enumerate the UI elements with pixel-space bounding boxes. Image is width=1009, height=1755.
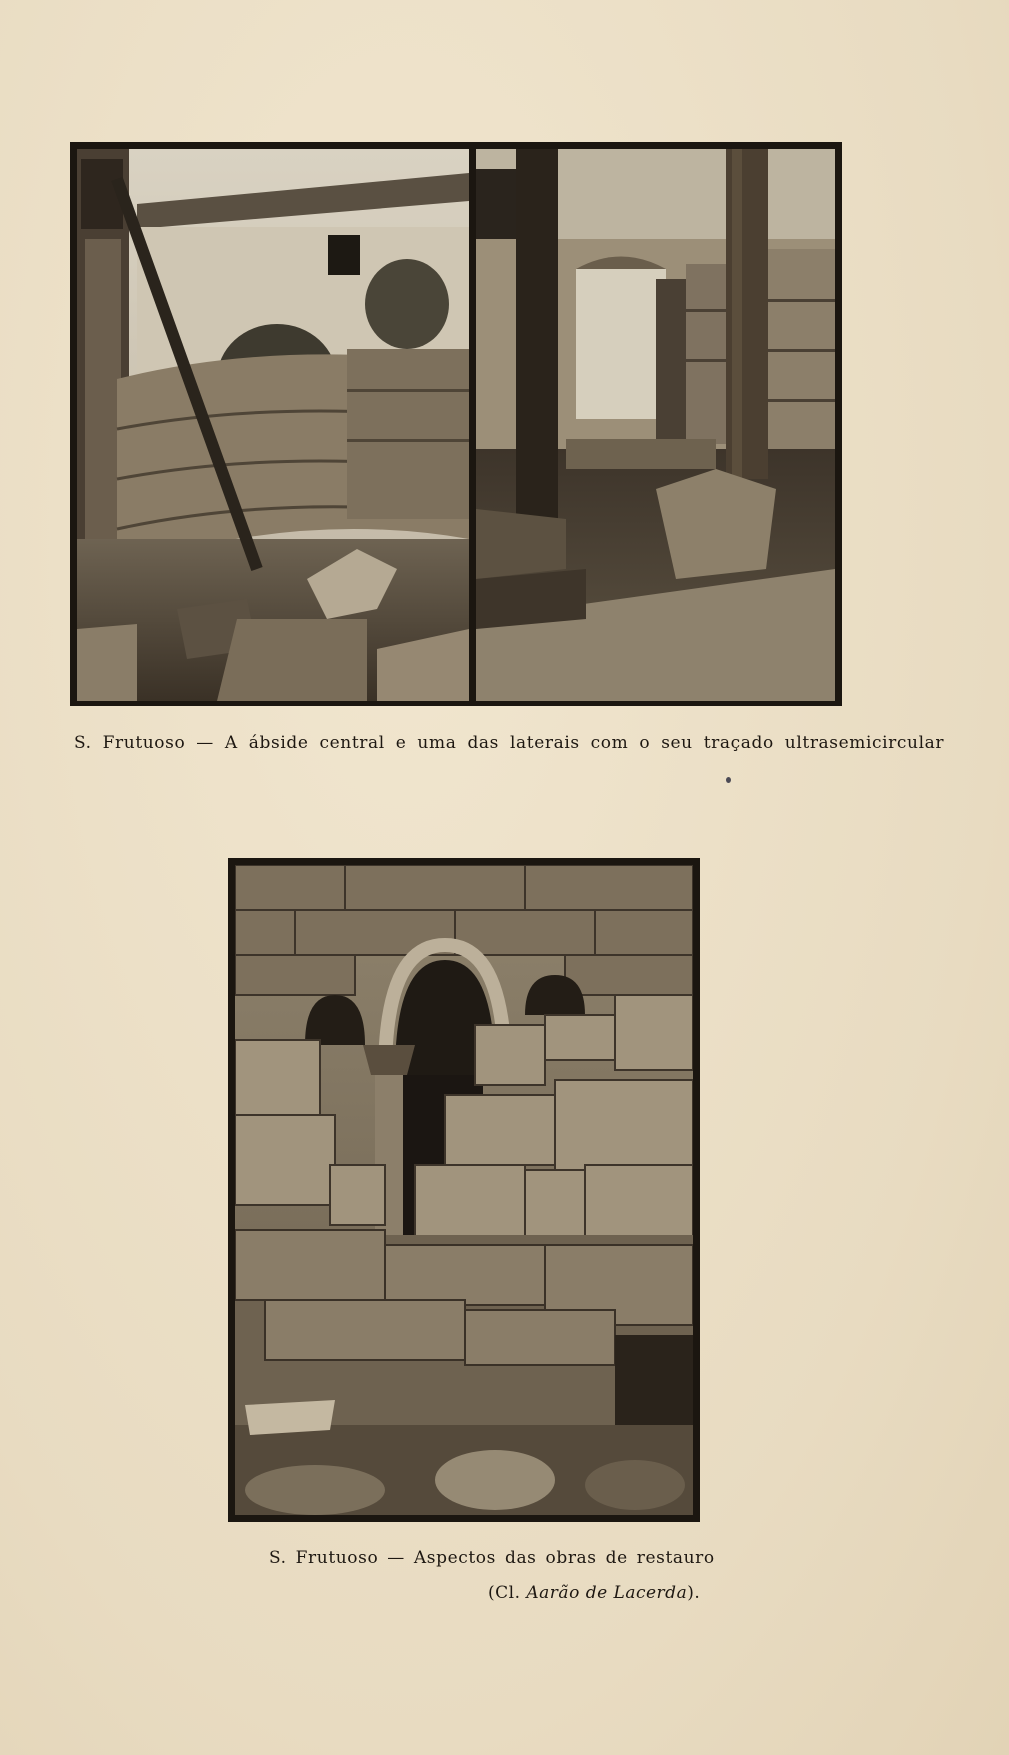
photo-restoration-works bbox=[235, 865, 693, 1515]
photo-credit bbox=[488, 1583, 700, 1603]
figure-1-caption: S. Frutuoso — A ábside central e uma das laterais com o seu traçado ultrasemicircular bbox=[74, 733, 945, 753]
figure-2-caption: S. Frutuoso — Aspectos das obras de restauro bbox=[269, 1548, 715, 1568]
credit-suffix: ). bbox=[687, 1583, 701, 1603]
photo-apse-lateral bbox=[476, 149, 835, 701]
ink-speck bbox=[726, 777, 731, 783]
top-photo-frame bbox=[70, 142, 842, 706]
credit-prefix: (Cl. bbox=[488, 1583, 527, 1603]
photo-apse-central bbox=[77, 149, 469, 701]
bottom-photo-frame bbox=[228, 858, 700, 1522]
credit-name: Aarão de Lacerda bbox=[526, 1583, 688, 1603]
